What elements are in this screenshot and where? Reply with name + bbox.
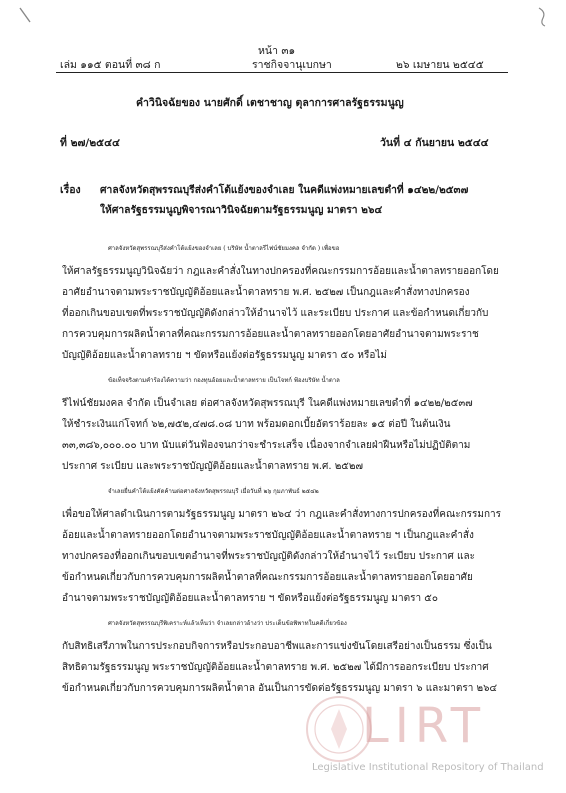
paragraph-line: ให้ชำระเงินแก่โจทก์ ๖๒,๗๕๒,๔๗๘.๐๘ บาท พร้อมดอกเบี้ยอัตราร้อยละ ๑๕ ต่อปี ในต้นเงิน: [62, 419, 451, 430]
volume-issue: เล่ม ๑๑๕ ตอนที่ ๓๘ ก: [60, 59, 161, 71]
paragraph-line: ศาลจังหวัดสุพรรณบุรีพิเคราะห์แล้วเห็นว่า จำเลยกล่าวอ้างว่า ประเด็นข้อพิพาทในคดีเกี่ยวข้อง: [108, 620, 347, 627]
paragraph-line: อาศัยอำนาจตามพระราชบัญญัติอ้อยและน้ำตาลทราย พ.ศ. ๒๕๒๗ เป็นกฎและคำสั่งทางปกครอง: [62, 287, 470, 298]
gazette-date: ๒๖ เมษายน ๒๕๔๕: [396, 59, 484, 71]
paragraph-line: จำเลยยื่นคำโต้แย้งคัดค้านต่อศาลจังหวัดสุพรรณบุรี เมื่อวันที่ ๒๖ กุมภาพันธ์ ๒๕๔๒: [108, 488, 319, 495]
paragraph-line: ๓๓,๓๘๖,๐๐๐.๐๐ บาท นับแต่วันฟ้องจนกว่าจะชำระเสร็จ เนื่องจากจำเลยฝ่าฝืนหรือไม่ปฏิบัติตาม: [62, 440, 471, 451]
watermark-caption: Legislative Institutional Repository of Thailand: [312, 762, 544, 773]
case-number: ที่ ๒๗/๒๕๔๔: [60, 137, 120, 149]
paragraph-line: ข้อกำหนดเกี่ยวกับการควบคุมการผลิตน้ำตาลที่คณะกรรมการอ้อยและน้ำตาลทรายออกโดยอาศัย: [62, 572, 473, 583]
paragraph-line: เพื่อขอให้ศาลดำเนินการตามรัฐธรรมนูญ มาตรา ๒๖๔ ว่า กฎและคำสั่งทางการปกครองที่คณะกรรมการ: [62, 509, 502, 520]
paragraph-line: สิทธิตามรัฐธรรมนูญ พระราชบัญญัติอ้อยและน้ำตาลทราย พ.ศ. ๒๕๒๗ ได้มีการออกระเบียบ ประกาศ: [62, 662, 489, 673]
scan-mark-top-right: [536, 6, 550, 28]
header-rule: [56, 72, 508, 73]
paragraph-line: บัญญัติอ้อยและน้ำตาลทราย ฯ ขัดหรือแย้งต่อรัฐธรรมนูญ มาตรา ๕๐ หรือไม่: [62, 350, 387, 361]
paragraph-line: ข้อเท็จจริงตามคำร้องได้ความว่า กองทุนอ้อยและน้ำตาลทราย เป็นโจทก์ ฟ้องบริษัท น้ำตาล: [108, 377, 340, 384]
paragraph-line: ข้อกำหนดเกี่ยวกับการควบคุมการผลิตน้ำตาล อันเป็นการขัดต่อรัฐธรรมนูญ มาตรา ๖ และมาตรา ๒๖๔: [62, 683, 498, 694]
page-number: หน้า ๓๑: [258, 45, 296, 57]
paragraph-line: การควบคุมการผลิตน้ำตาลที่คณะกรรมการอ้อยและน้ำตาลทรายออกโดยอาศัยอำนาจตามพระราช: [62, 329, 479, 340]
subject-line: ให้ศาลรัฐธรรมนูญพิจารณาวินิจฉัยตามรัฐธรรมนูญ มาตรา ๒๖๔: [100, 204, 383, 216]
case-date: วันที่ ๔ กันยายน ๒๕๔๔: [380, 137, 489, 149]
gazette-name: ราชกิจจานุเบกษา: [252, 59, 332, 71]
subject-line: ศาลจังหวัดสุพรรณบุรีส่งคำโต้แย้งของจำเลย ในคดีแพ่งหมายเลขดำที่ ๑๔๒๒/๒๕๓๗: [100, 184, 469, 196]
watermark-logo-text: LIRT: [362, 698, 487, 754]
paragraph-line: กับสิทธิเสรีภาพในการประกอบกิจการหรือประกอบอาชีพและการแข่งขันโดยเสรีอย่างเป็นธรรม ซึ่งเป็น: [62, 641, 492, 652]
paragraph-line: ที่ออกเกินขอบเขตที่พระราชบัญญัติดังกล่าวให้อำนาจไว้ และระเบียบ ประกาศ และข้อกำหนดเกี่ยวกับ: [62, 308, 489, 319]
document-title: คำวินิจฉัยของ นายศักดิ์ เตชาชาญ ตุลาการศาลรัฐธรรมนูญ: [136, 97, 404, 109]
paragraph-line: อ้อยและน้ำตาลทรายออกโดยอำนาจตามพระราชบัญญัติอ้อยและน้ำตาลทราย ฯ เป็นกฎและคำสั่ง: [62, 530, 474, 541]
scan-mark-top-left: [18, 6, 36, 26]
paragraph-line: อำนาจตามพระราชบัญญัติอ้อยและน้ำตาลทราย ฯ ขัดหรือแย้งต่อรัฐธรรมนูญ มาตรา ๕๐: [62, 593, 438, 604]
paragraph-line: รีไฟน์ชัยมงคล จำกัด เป็นจำเลย ต่อศาลจังหวัดสุพรรณบุรี ในคดีแพ่งหมายเลขดำที่ ๑๔๒๒/๒๕๓๗: [62, 398, 473, 409]
paragraph-line: ทางปกครองที่ออกเกินขอบเขตอำนาจที่พระราชบัญญัติดังกล่าวให้อำนาจไว้ ระเบียบ ประกาศ และ: [62, 551, 476, 562]
paragraph-line: ประกาศ ระเบียบ และพระราชบัญญัติอ้อยและน้ำตาลทราย พ.ศ. ๒๕๒๗: [62, 461, 363, 472]
paragraph-line: ศาลจังหวัดสุพรรณบุรีส่งคำโต้แย้งของจำเลย ( บริษัท น้ำตาลรีไฟน์ชัยมงคล จำกัด ) เพื่อขอ: [108, 245, 340, 252]
paragraph-line: ให้ศาลรัฐธรรมนูญวินิจฉัยว่า กฎและคำสั่งในทางปกครองที่คณะกรรมการอ้อยและน้ำตาลทรายออกโดย: [62, 266, 499, 277]
subject-label: เรื่อง: [60, 184, 81, 196]
repository-watermark: [300, 690, 544, 790]
